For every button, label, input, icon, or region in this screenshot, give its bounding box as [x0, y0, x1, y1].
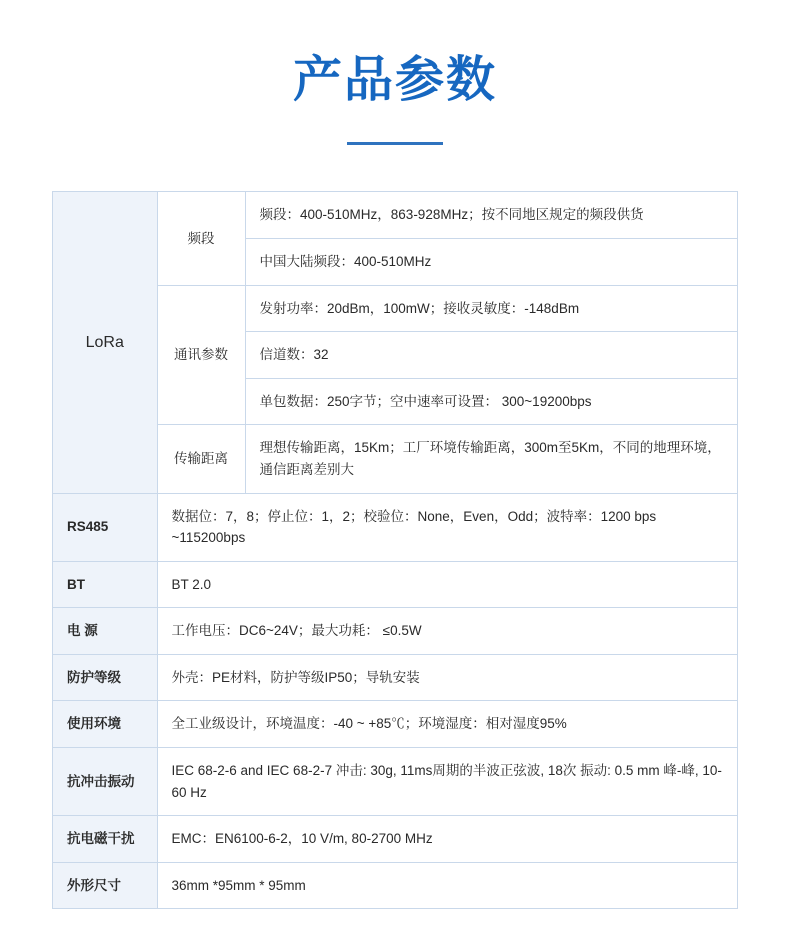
- table-row: [53, 816, 737, 863]
- spec-value: 数据位：7，8；停止位：1，2；校验位：None，Even，Odd；波特率：1200 bps ~115200bps: [157, 493, 737, 561]
- table-row: [53, 654, 737, 701]
- table-row: [53, 701, 737, 748]
- spec-value: BT 2.0: [157, 561, 737, 608]
- spec-value: 工作电压：DC6~24V；最大功耗： ≤0.5W: [157, 608, 737, 655]
- title-block: [0, 0, 790, 145]
- spec-category-environment: 使用环境: [53, 701, 157, 748]
- spec-value: 理想传输距离，15Km；工厂环境传输距离，300m至5Km，不同的地理环境，通信距离差别大: [245, 425, 737, 493]
- spec-table-wrapper: [52, 191, 738, 909]
- spec-value: 单包数据：250字节；空中速率可设置： 300~19200bps: [245, 378, 737, 425]
- spec-value: EMC：EN6100-6-2，10 V/m, 80-2700 MHz: [157, 816, 737, 863]
- spec-category-shock-vibration: 抗冲击振动: [53, 748, 157, 816]
- table-row: [53, 493, 737, 561]
- spec-category-rs485: RS485: [53, 493, 157, 561]
- spec-value: 中国大陆频段：400-510MHz: [245, 238, 737, 285]
- spec-table: [53, 192, 737, 909]
- spec-category-protection: 防护等级: [53, 654, 157, 701]
- spec-value: 36mm *95mm * 95mm: [157, 862, 737, 909]
- spec-category-lora: LoRa: [53, 192, 157, 493]
- spec-value: 发射功率：20dBm，100mW；接收灵敏度：-148dBm: [245, 285, 737, 332]
- spec-value: 频段：400-510MHz，863-928MHz；按不同地区规定的频段供货: [245, 192, 737, 238]
- page-title: 产品参数: [292, 53, 497, 107]
- spec-value: 全工业级设计，环境温度：-40 ~ +85℃；环境湿度：相对湿度95%: [157, 701, 737, 748]
- spec-subgroup-range: 传输距离: [157, 425, 245, 493]
- spec-category-bt: BT: [53, 561, 157, 608]
- spec-category-dimensions: 外形尺寸: [53, 862, 157, 909]
- spec-value: 信道数：32: [245, 332, 737, 379]
- spec-value: IEC 68-2-6 and IEC 68-2-7 冲击: 30g, 11ms周期的半波正弦波, 18次 振动: 0.5 mm 峰-峰, 10-60 Hz: [157, 748, 737, 816]
- spec-value: 外壳：PE材料，防护等级IP50；导轨安装: [157, 654, 737, 701]
- table-row: [53, 192, 737, 238]
- spec-category-power: 电 源: [53, 608, 157, 655]
- table-row: [53, 561, 737, 608]
- spec-category-emc: 抗电磁干扰: [53, 816, 157, 863]
- table-row: [53, 748, 737, 816]
- table-row: [53, 608, 737, 655]
- spec-subgroup-frequency: 频段: [157, 192, 245, 285]
- spec-subgroup-comm-params: 通讯参数: [157, 285, 245, 425]
- title-underline: [347, 142, 443, 145]
- table-row: [53, 862, 737, 909]
